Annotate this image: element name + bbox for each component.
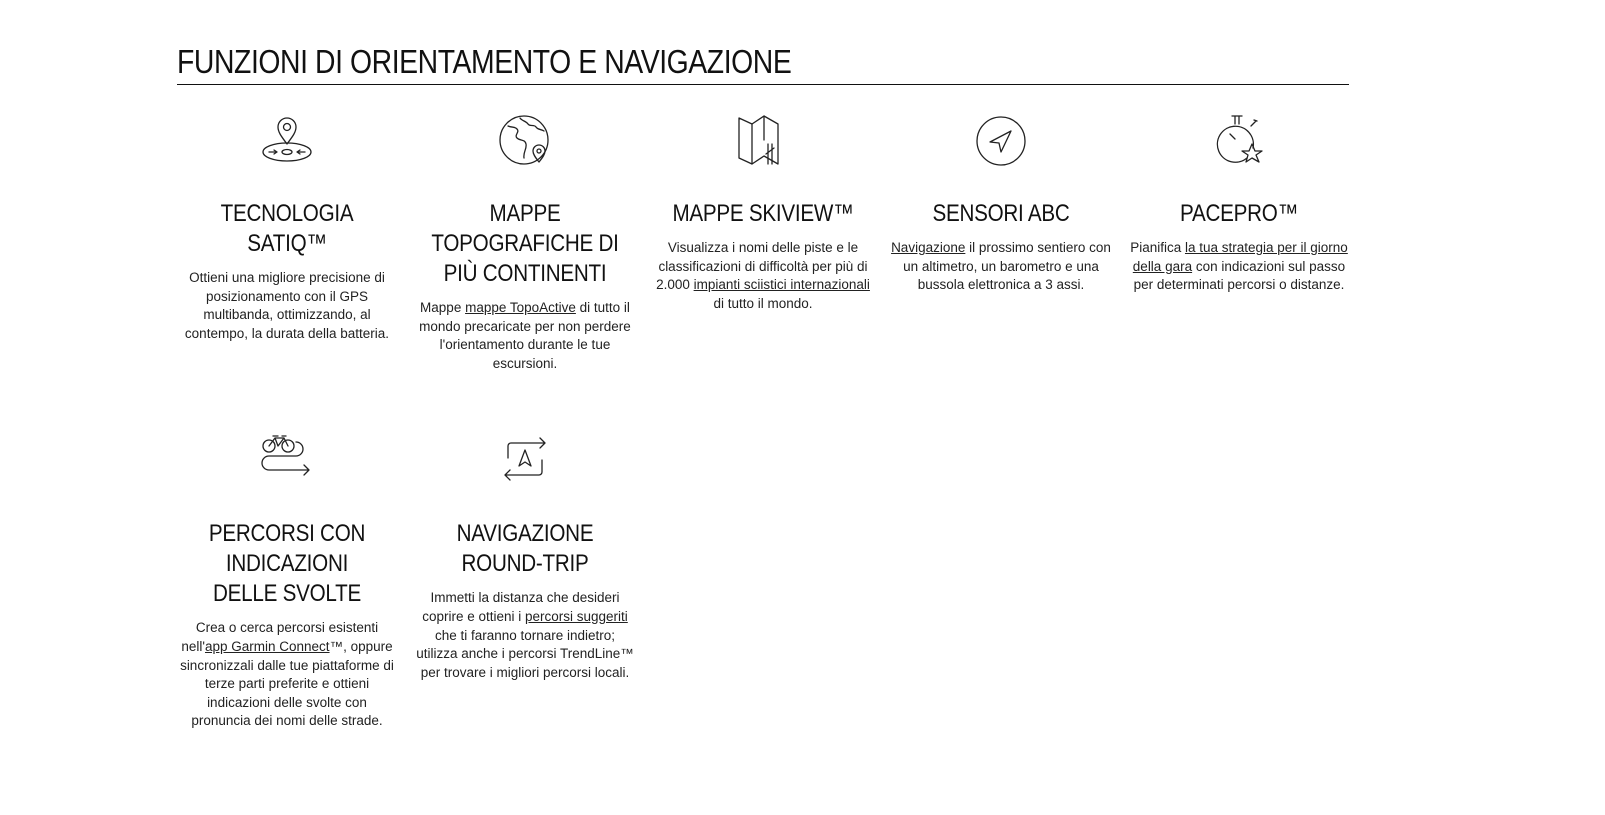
title-divider xyxy=(177,84,1349,85)
features-section xyxy=(177,40,1349,731)
feature-title: MAPPE TOPOGRAFICHE DI PIÙ CONTINENTI xyxy=(431,200,619,287)
feature-title: TECNOLOGIA SATIQ™ xyxy=(220,200,354,257)
compass-arrow-icon xyxy=(891,115,1111,167)
garmin-connect-link[interactable]: app Garmin Connect xyxy=(204,638,330,654)
feature-abc-sensors xyxy=(891,115,1111,295)
feature-title: NAVIGAZIONE ROUND-TRIP xyxy=(456,520,594,578)
feature-skiview xyxy=(653,115,873,313)
feature-description: Navigazione il prossimo sentiero con un altimetro, un barometro e una bussola elettronica a 3 assi. xyxy=(891,240,1111,293)
feature-description: Crea o cerca percorsi esistenti nell'app Garmin Connect™, oppure sincronizzali dalle tue piattaforme di terze parti preferite e ottieni indicazioni delle svolte con pronuncia dei nomi delle strade. xyxy=(180,620,394,729)
section-title: FUNZIONI DI ORIENTAMENTO E NAVIGAZIONE xyxy=(177,43,792,80)
bike-route-icon xyxy=(177,435,397,487)
feature-satiq xyxy=(177,115,397,343)
stopwatch-star-icon xyxy=(1129,115,1349,167)
feature-round-trip xyxy=(415,435,635,682)
race-strategy-link[interactable]: la tua strategia per il giorno della gara xyxy=(1132,240,1348,274)
feature-title: PERCORSI CON INDICAZIONI DELLE SVOLTE xyxy=(208,520,366,608)
ski-resorts-link[interactable]: impianti sciistici internazionali xyxy=(693,277,870,293)
feature-title: PACEPRO™ xyxy=(1180,200,1298,227)
navigation-link[interactable]: Navigazione xyxy=(891,240,966,255)
ski-map-icon xyxy=(653,115,873,167)
feature-description: Ottieni una migliore precisione di posizionamento con il GPS multibanda, ottimizzando, al contempo, la durata della batteria. xyxy=(184,270,390,341)
globe-pin-icon xyxy=(415,115,635,167)
round-trip-icon xyxy=(415,435,635,487)
feature-title: SENSORI ABC xyxy=(932,200,1070,227)
feature-pacepro xyxy=(1129,115,1349,295)
feature-description: Pianifica la tua strategia per il giorno della gara con indicazioni sul passo per determinati percorsi o distanze. xyxy=(1130,240,1348,293)
feature-description: Immetti la distanza che desideri coprire e ottieni i percorsi suggeriti che ti faranno tornare indietro; utilizza anche i percorsi TrendLine™ per trovare i migliori percorsi locali. xyxy=(416,590,634,680)
feature-description: Mappe mappe TopoActive di tutto il mondo precaricate per non perdere l'orientamento durante le tue escursioni. xyxy=(419,300,631,371)
feature-description: Visualizza i nomi delle piste e le classificazioni di difficoltà per più di 2.000 impianti sciistici internazionali di tutto il mondo. xyxy=(656,240,870,311)
feature-topo-maps xyxy=(415,115,635,373)
location-pin-icon xyxy=(177,115,397,167)
topoactive-maps-link[interactable]: mappe TopoActive xyxy=(465,300,576,315)
feature-turn-by-turn xyxy=(177,435,397,731)
feature-title: MAPPE SKIVIEW™ xyxy=(672,200,854,227)
suggested-routes-link[interactable]: percorsi suggeriti xyxy=(525,608,628,624)
